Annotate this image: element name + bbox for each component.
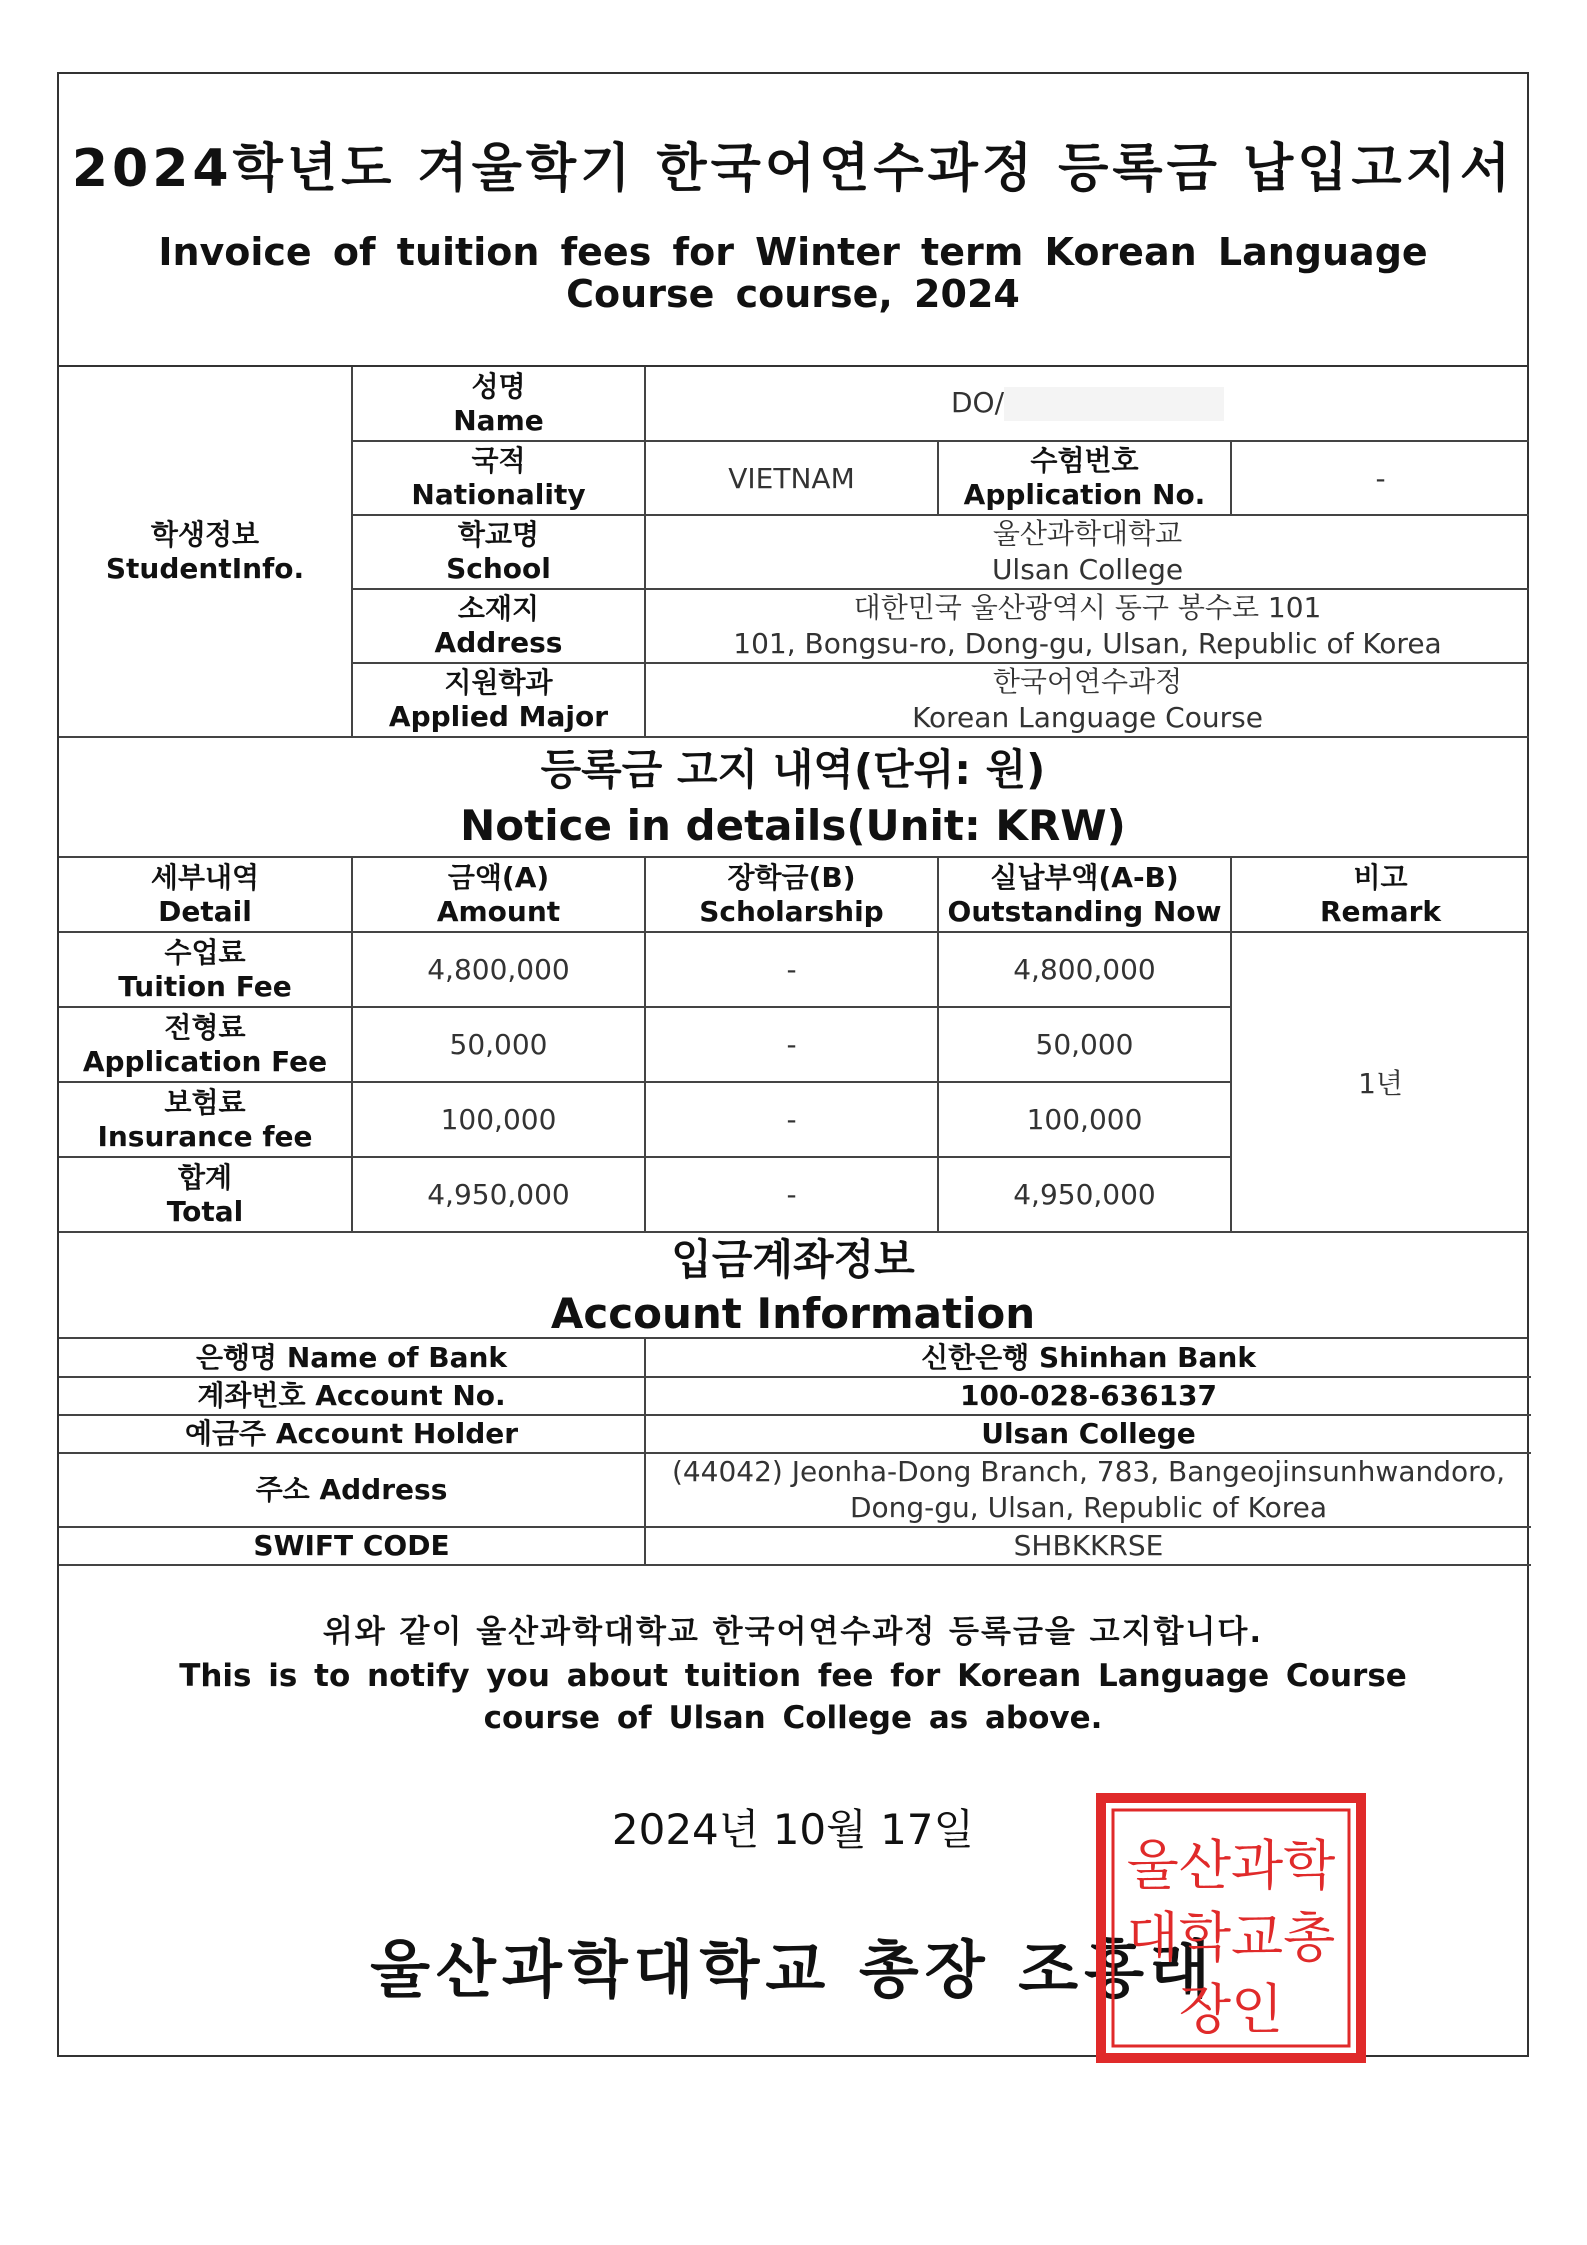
name-label: [352, 367, 645, 441]
address-value: [645, 589, 1529, 663]
notify-korean: 위와 같이 울산과학대학교 한국어연수과정 등록금을 고지합니다.: [322, 1614, 1264, 1650]
signer-name: 울산과학대학교 총장 조홍래: [370, 1933, 1216, 2006]
fee-header-row: [59, 858, 1529, 932]
col-header-ko: 세부내역: [150, 860, 260, 894]
seal-line-1: 울산과학: [1126, 1834, 1336, 1897]
row-label-ko: 전형료: [164, 1010, 246, 1044]
notify-english: This is to notify you about tuition fee for Korean Language Course course of Ulsan College as above.: [179, 1658, 1407, 1736]
major-value: [645, 663, 1529, 737]
notice-title-ko: 등록금 고지 내역(단위: 원): [540, 745, 1046, 794]
row-label: [59, 1082, 352, 1157]
bank-address-line-2: Dong-gu, Ulsan, Republic of Korea: [849, 1491, 1328, 1524]
remark-cell: 1년: [1231, 932, 1529, 1232]
table-row: [59, 932, 1529, 1007]
official-seal-icon: [1095, 1792, 1367, 2064]
name-value-cell: [645, 367, 1529, 441]
bank-address-line-1: (44042) Jeonha-Dong Branch, 783, Bangeojinsunhwandoro,: [671, 1455, 1506, 1488]
col-header-amount: [352, 858, 645, 932]
notice-section-title: [59, 738, 1527, 858]
amount-cell: 4,800,000: [352, 932, 645, 1007]
invoice-document: [57, 72, 1529, 2057]
col-header-ko: 장학금(B): [727, 860, 856, 894]
amount-cell: 100,000: [352, 1082, 645, 1157]
account-no-value: 100-028-636137: [645, 1377, 1531, 1415]
seal-line-3: 장인: [1178, 1978, 1284, 2041]
major-label-en: Applied Major: [388, 700, 609, 733]
row-label: [59, 932, 352, 1007]
title-korean: 2024학년도 겨울학기 한국어연수과정 등록금 납입고지서: [71, 139, 1515, 199]
redacted-block: [1004, 387, 1224, 421]
col-header-en: Remark: [1319, 894, 1442, 928]
name-value: DO/: [950, 386, 1005, 419]
address-label-ko: 소재지: [457, 592, 540, 625]
application-label-ko: 수험번호: [1030, 444, 1139, 477]
bank-address-label: 주소 Address: [59, 1453, 645, 1527]
row-label-ko: 수업료: [164, 935, 246, 969]
section-label-ko: 학생정보: [150, 517, 260, 551]
account-info-table: [59, 1339, 1531, 1566]
account-title-ko: 입금계좌정보: [671, 1235, 915, 1284]
major-label: [352, 663, 645, 737]
col-header-scholarship: [645, 858, 938, 932]
address-value-ko: 대한민국 울산광역시 동구 봉수로 101: [853, 591, 1322, 624]
address-label-en: Address: [434, 626, 563, 659]
col-header-ko: 비고: [1353, 860, 1408, 894]
account-no-label: 계좌번호 Account No.: [59, 1377, 645, 1415]
major-value-ko: 한국어연수과정: [992, 665, 1183, 698]
col-header-remark: [1231, 858, 1529, 932]
outstanding-cell: 4,950,000: [938, 1157, 1231, 1232]
bank-address-value: [645, 1453, 1531, 1527]
school-value: [645, 515, 1529, 589]
school-value-ko: 울산과학대학교: [992, 517, 1183, 550]
col-header-en: Detail: [158, 894, 252, 928]
fee-details-table: [59, 858, 1529, 1233]
application-label-en: Application No.: [963, 478, 1206, 511]
account-title-en: Account Information: [550, 1289, 1036, 1338]
scholarship-cell: -: [645, 932, 938, 1007]
row-label: [59, 1157, 352, 1232]
major-value-en: Korean Language Course: [912, 701, 1263, 734]
nationality-label-en: Nationality: [411, 478, 586, 511]
col-header-detail: [59, 858, 352, 932]
outstanding-cell: 4,800,000: [938, 932, 1231, 1007]
application-no-value: -: [1231, 441, 1529, 515]
school-label-ko: 학교명: [457, 518, 540, 551]
swift-label: SWIFT CODE: [59, 1527, 645, 1565]
name-label-en: Name: [453, 403, 544, 437]
title-english: Invoice of tuition fees for Winter term Korean Language Course course, 2024: [158, 230, 1428, 316]
school-label: [352, 515, 645, 589]
notice-title-en: Notice in details(Unit: KRW): [460, 801, 1126, 850]
outstanding-cell: 100,000: [938, 1082, 1231, 1157]
school-label-en: School: [446, 552, 551, 585]
row-label-en: Insurance fee: [97, 1119, 313, 1153]
address-value-en: 101, Bongsu-ro, Dong-gu, Ulsan, Republic of Korea: [733, 627, 1442, 660]
seal-line-2: 대학교총: [1126, 1906, 1336, 1969]
row-label: [59, 1007, 352, 1082]
student-info-table: [59, 367, 1529, 738]
amount-cell: 50,000: [352, 1007, 645, 1082]
col-header-en: Amount: [436, 894, 561, 928]
col-header-en: Outstanding Now: [947, 894, 1222, 928]
scholarship-cell: -: [645, 1007, 938, 1082]
account-holder-label: 예금주 Account Holder: [59, 1415, 645, 1453]
col-header-ko: 금액(A): [447, 860, 550, 894]
document-header: [59, 74, 1527, 367]
amount-cell: 4,950,000: [352, 1157, 645, 1232]
nationality-label-ko: 국적: [471, 444, 526, 477]
school-value-en: Ulsan College: [991, 553, 1184, 586]
nationality-value: VIETNAM: [645, 441, 938, 515]
section-label-en: StudentInfo.: [105, 551, 305, 585]
col-header-ko: 실납부액(A-B): [990, 860, 1179, 894]
row-label-en: Tuition Fee: [118, 969, 292, 1003]
col-header-en: Scholarship: [699, 894, 884, 928]
application-no-label: [938, 441, 1231, 515]
col-header-outstanding: [938, 858, 1231, 932]
nationality-label: [352, 441, 645, 515]
row-label-en: Application Fee: [82, 1044, 328, 1078]
document-footer: [59, 1566, 1527, 2104]
bank-value: 신한은행 Shinhan Bank: [645, 1339, 1531, 1377]
row-label-ko: 합계: [177, 1160, 233, 1194]
account-section-title: [59, 1233, 1527, 1339]
outstanding-cell: 50,000: [938, 1007, 1231, 1082]
account-holder-value: Ulsan College: [645, 1415, 1531, 1453]
swift-value: SHBKKRSE: [645, 1527, 1531, 1565]
row-label-en: Total: [166, 1194, 244, 1228]
issue-date: 2024년 10월 17일: [611, 1805, 975, 1854]
major-label-ko: 지원학과: [444, 666, 553, 699]
name-label-ko: 성명: [471, 369, 526, 403]
student-info-section-label: [59, 367, 352, 737]
scholarship-cell: -: [645, 1082, 938, 1157]
scholarship-cell: -: [645, 1157, 938, 1232]
row-label-ko: 보험료: [164, 1085, 246, 1119]
address-label: [352, 589, 645, 663]
bank-label: 은행명 Name of Bank: [59, 1339, 645, 1377]
